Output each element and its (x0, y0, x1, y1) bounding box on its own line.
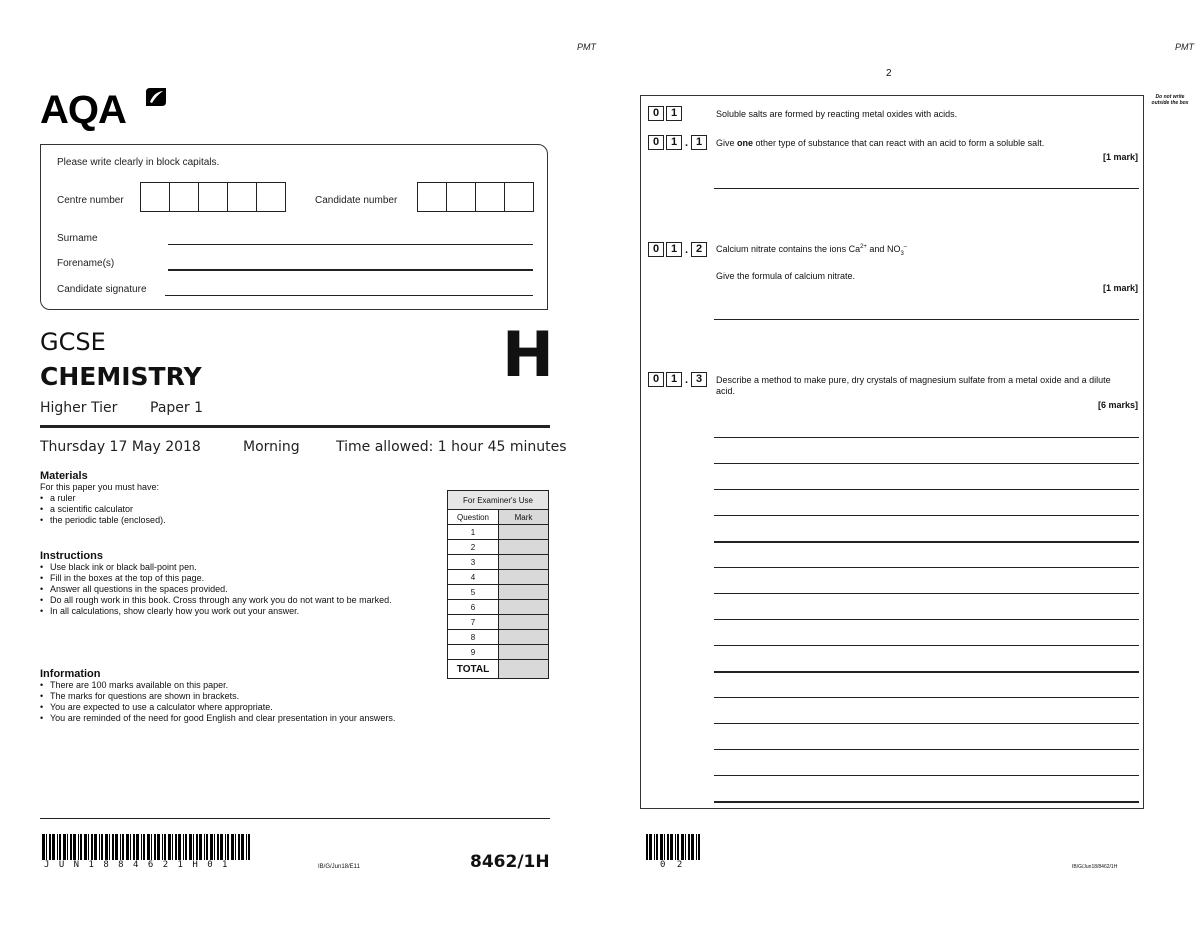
margin-note: Do not write outside the box (1151, 94, 1189, 106)
barcode-bar (91, 834, 93, 860)
barcode-bar (78, 834, 79, 860)
qnum-digit: 2 (691, 242, 707, 257)
examiner-table-title: For Examiner's Use (448, 491, 549, 510)
time-allowed: Time allowed: 1 hour 45 minutes (336, 439, 567, 455)
barcode-bar (122, 834, 124, 860)
qnum-digit: 1 (666, 106, 682, 121)
signature-label: Candidate signature (57, 284, 147, 295)
answer-line[interactable] (714, 645, 1139, 646)
barcode-bar (105, 834, 108, 860)
barcode-bar (204, 834, 205, 860)
barcode-bar (246, 834, 247, 860)
answer-line[interactable] (714, 593, 1139, 594)
barcode-bar (199, 834, 202, 860)
barcode-bar (667, 834, 669, 860)
qnum-digit: 1 (666, 372, 682, 387)
candidate-number-label: Candidate number (315, 195, 398, 206)
question-number: 8 (448, 630, 499, 645)
barcode-cover (42, 834, 252, 860)
centre-number-input[interactable] (140, 182, 286, 212)
barcode-bar (241, 834, 244, 860)
exam-session: Morning (243, 439, 300, 455)
barcode-bar (196, 834, 198, 860)
barcode-bar (67, 834, 68, 860)
candidate-number-input[interactable] (417, 182, 534, 212)
barcode-bar (151, 834, 152, 860)
barcode-bar (654, 834, 655, 860)
qnum-digit: 0 (648, 135, 664, 150)
answer-page-frame (640, 95, 1144, 809)
question-number: 9 (448, 645, 499, 660)
exam-date: Thursday 17 May 2018 (40, 439, 201, 455)
barcode-bar (691, 834, 694, 860)
barcode-bar (109, 834, 110, 860)
barcode-bar (646, 834, 648, 860)
q011-text-after: other type of substance that can react with an acid to form a soluble salt. (753, 138, 1045, 148)
question-01-2-prompt: Give the formula of calcium nitrate. (716, 271, 856, 281)
instructions-heading: Instructions (40, 550, 103, 562)
pmt-left: PMT (577, 42, 596, 52)
barcode-bar (675, 834, 676, 860)
qualification: GCSE (40, 328, 106, 356)
materials-item: • a ruler (50, 493, 420, 504)
mark-cell (499, 615, 549, 630)
barcode-bar (175, 834, 177, 860)
barcode-bar (217, 834, 219, 860)
mark-cell (499, 555, 549, 570)
answer-line[interactable] (714, 697, 1139, 698)
barcode-bar (688, 834, 690, 860)
information-item: • You are reminded of the need for good English and clear presentation in your answers. (50, 713, 412, 724)
barcode-bar (88, 834, 89, 860)
answer-line[interactable] (714, 749, 1139, 750)
barcode-bar (46, 834, 47, 860)
tier-letter: H (502, 318, 554, 391)
materials-heading: Materials (40, 470, 88, 482)
barcode-bar (80, 834, 82, 860)
barcode-bar (101, 834, 103, 860)
barcode-bar (206, 834, 208, 860)
barcode-bar (172, 834, 173, 860)
question-number: 3 (448, 555, 499, 570)
page-number: 2 (886, 68, 892, 79)
materials-item: • the periodic table (enclosed). (50, 515, 420, 526)
barcode-bar (696, 834, 697, 860)
barcode-bar (698, 834, 700, 860)
barcode-bar (143, 834, 145, 860)
answer-line[interactable] (714, 541, 1139, 543)
q012-text-mid: and NO (866, 244, 901, 254)
answer-line[interactable] (714, 515, 1139, 516)
block-capitals-prompt: Please write clearly in block capitals. (57, 157, 220, 168)
instruction-item: • Fill in the boxes at the top of this page. (50, 573, 412, 584)
question-01-3-marks: [6 marks] (1097, 400, 1138, 410)
barcode-bar (49, 834, 51, 860)
qnum-digit: 0 (648, 242, 664, 257)
total-label: TOTAL (448, 660, 499, 679)
mark-cell (499, 570, 549, 585)
aqa-leaf-icon (144, 86, 170, 110)
instruction-item: • Use black ink or black ball-point pen. (50, 562, 412, 573)
information-item: • There are 100 marks available on this paper. (50, 680, 412, 691)
barcode-bar (183, 834, 184, 860)
barcode-cover-text: J U N 1 8 8 4 6 2 1 H 0 1 (44, 860, 230, 870)
barcode-bar (248, 834, 250, 860)
question-column-header: Question (448, 510, 499, 525)
barcode-bar (99, 834, 100, 860)
barcode-bar (126, 834, 129, 860)
qnum-digit: 0 (648, 106, 664, 121)
barcode-bar (685, 834, 686, 860)
instructions-section (40, 550, 412, 617)
no3-charge: – (903, 244, 908, 250)
mark-cell (499, 585, 549, 600)
mark-cell (499, 525, 549, 540)
question-01-stem: Soluble salts are formed by reacting metal oxides with acids. (716, 109, 958, 119)
instruction-item: • In all calculations, show clearly how you work out your answer. (50, 606, 412, 617)
barcode-bar (42, 834, 45, 860)
information-item: • You are expected to use a calculator where appropriate. (50, 702, 412, 713)
barcode-bar (57, 834, 58, 860)
answer-line[interactable] (714, 801, 1139, 803)
q011-text-bold: one (737, 138, 754, 148)
barcode-bar (59, 834, 61, 860)
aqa-logo (40, 88, 126, 133)
information-item: • The marks for questions are shown in brackets. (50, 691, 412, 702)
surname-label: Surname (57, 233, 98, 244)
barcode-bar (154, 834, 156, 860)
tier-label: Higher Tier (40, 400, 118, 416)
barcode-bar (227, 834, 229, 860)
barcode-bar (238, 834, 240, 860)
surname-field[interactable] (168, 244, 533, 245)
question-01-2-marks: [1 mark] (1102, 283, 1138, 293)
barcode-bar (193, 834, 194, 860)
information-section (40, 668, 412, 724)
barcode-bar (157, 834, 160, 860)
qnum-digit: 1 (666, 242, 682, 257)
qnum-digit: 3 (691, 372, 707, 387)
instruction-item: • Do all rough work in this book. Cross through any work you do not want to be marked. (50, 595, 412, 606)
barcode-bar (649, 834, 652, 860)
barcode-bar (162, 834, 163, 860)
answer-line[interactable] (714, 567, 1139, 568)
materials-item: • a scientific calculator (50, 504, 420, 515)
page2-ref-code: IB/G/Jun18/8462/1H (1072, 864, 1118, 870)
materials-intro: For this paper you must have: (40, 482, 160, 492)
no3-subscript: 3 (900, 250, 904, 257)
barcode-bar (115, 834, 118, 860)
subject-title: CHEMISTRY (40, 362, 202, 391)
qnum-digit: 1 (666, 135, 682, 150)
question-number: 6 (448, 600, 499, 615)
answer-line[interactable] (714, 437, 1139, 438)
question-number: 1 (448, 525, 499, 540)
question-01-1-marks: [1 mark] (1102, 152, 1138, 162)
barcode-bar (94, 834, 97, 860)
barcode-bar (84, 834, 87, 860)
answer-line[interactable] (714, 775, 1139, 776)
question-number-01 (648, 106, 684, 121)
examiner-use-table (447, 490, 549, 679)
question-01-1-text (716, 138, 1044, 148)
question-number-01-1: 0 1 . 1 (648, 135, 709, 150)
barcode-bar (136, 834, 139, 860)
q012-text-prefix: Calcium nitrate contains the ions Ca (716, 244, 861, 254)
answer-line[interactable] (714, 671, 1139, 673)
barcode-bar (63, 834, 66, 860)
title-divider (40, 425, 550, 428)
q011-text-before: Give (716, 138, 738, 148)
paper-label: Paper 1 (150, 400, 204, 416)
question-number: 2 (448, 540, 499, 555)
barcode-bar (189, 834, 192, 860)
barcode-bar (73, 834, 76, 860)
barcode-bar (133, 834, 135, 860)
cover-ref-code: IB/G/Jun18/E11 (318, 864, 360, 870)
barcode-bar (225, 834, 226, 860)
barcode-bar (677, 834, 679, 860)
paper-code: 8462/1H (470, 852, 550, 872)
pmt-right: PMT (1175, 42, 1194, 52)
answer-line[interactable] (714, 463, 1139, 464)
answer-line[interactable] (714, 319, 1139, 320)
aqa-logo-text: AQA (40, 88, 126, 132)
mark-cell (499, 645, 549, 660)
barcode-bar (164, 834, 166, 860)
answer-line[interactable] (714, 188, 1139, 189)
answer-line[interactable] (714, 723, 1139, 724)
mark-cell (499, 630, 549, 645)
barcode-bar (235, 834, 236, 860)
signature-field[interactable] (165, 295, 533, 296)
barcode-bar (210, 834, 213, 860)
total-mark-cell (499, 660, 549, 679)
qnum-digit: 1 (691, 135, 707, 150)
mark-cell (499, 540, 549, 555)
barcode-page2 (646, 834, 702, 860)
ca-charge: 2+ (860, 244, 867, 250)
barcode-bar (670, 834, 673, 860)
barcode-bar (70, 834, 72, 860)
barcode-bar (130, 834, 131, 860)
qnum-digit: 0 (648, 372, 664, 387)
barcode-bar (220, 834, 223, 860)
question-number: 4 (448, 570, 499, 585)
barcode-bar (112, 834, 114, 860)
question-number-01-3: 0 1 . 3 (648, 372, 709, 387)
forenames-label: Forename(s) (57, 258, 115, 269)
barcode-bar (660, 834, 663, 860)
barcode-bar (120, 834, 121, 860)
answer-line[interactable] (714, 489, 1139, 490)
mark-cell (499, 600, 549, 615)
barcode-bar (168, 834, 171, 860)
centre-number-label: Centre number (57, 195, 124, 206)
barcode-bar (185, 834, 187, 860)
information-heading: Information (40, 668, 101, 680)
barcode-page2-text: 0 2 (660, 860, 686, 870)
barcode-bar (147, 834, 150, 860)
forenames-field[interactable] (168, 269, 533, 271)
question-01-3-text: Describe a method to make pure, dry crystals of magnesium sulfate from a metal oxide and a dilute acid. (716, 375, 1111, 396)
barcode-bar (178, 834, 181, 860)
barcode-bar (656, 834, 658, 860)
barcode-bar (681, 834, 684, 860)
barcode-bar (141, 834, 142, 860)
barcode-bar (664, 834, 665, 860)
barcode-bar (52, 834, 55, 860)
instruction-item: • Answer all questions in the spaces provided. (50, 584, 412, 595)
barcode-bar (214, 834, 215, 860)
question-01-2-text (716, 244, 907, 257)
question-number: 7 (448, 615, 499, 630)
barcode-bar (231, 834, 234, 860)
question-number: 5 (448, 585, 499, 600)
footer-divider (40, 818, 550, 819)
mark-column-header: Mark (499, 510, 549, 525)
answer-line[interactable] (714, 619, 1139, 620)
materials-section (40, 470, 420, 526)
question-number-01-2: 0 1 . 2 (648, 242, 709, 257)
